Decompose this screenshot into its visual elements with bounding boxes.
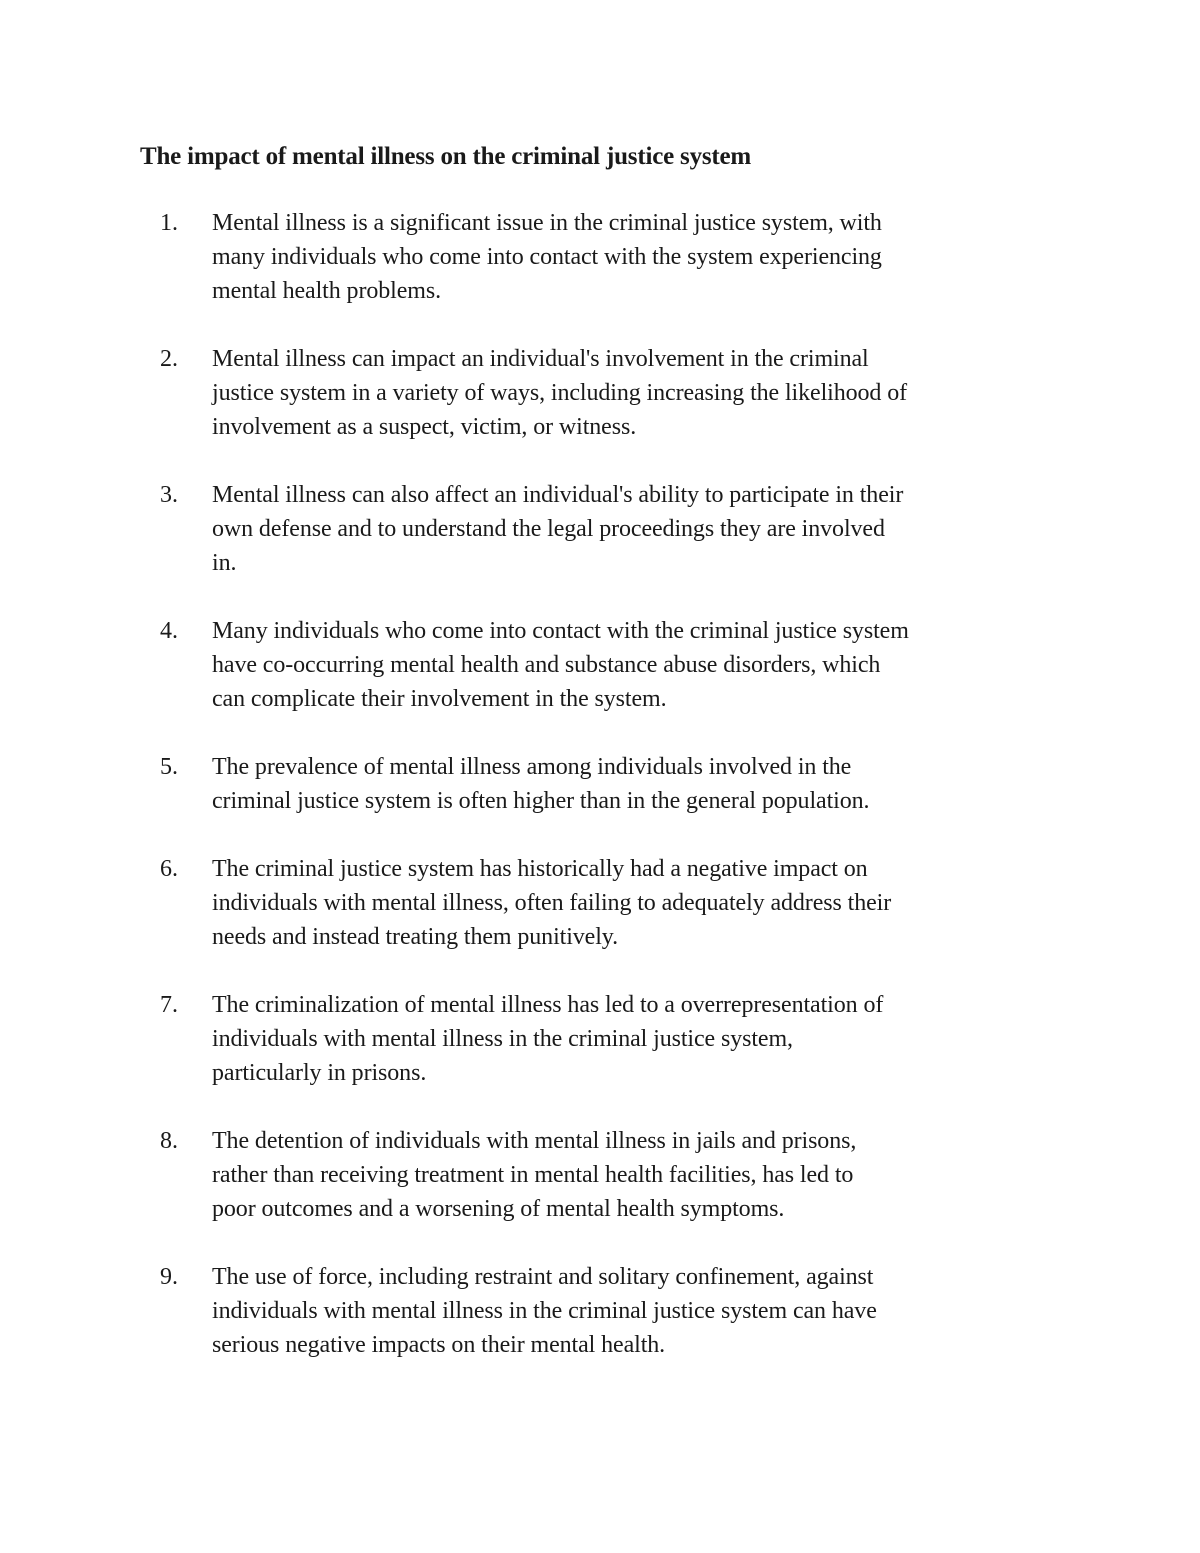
item-line: Many individuals who come into contact with the criminal justice system [212,618,909,644]
item-text [212,988,1072,1090]
item-number: 4. [160,618,178,644]
item-number: 6. [160,856,178,882]
item-number: 8. [160,1128,178,1154]
item-line: serious negative impacts on their mental health. [212,1332,666,1358]
document-title: The impact of mental illness on the criminal justice system [140,143,752,170]
item-number: 7. [160,992,178,1018]
item-line: The prevalence of mental illness among individuals involved in the [212,754,852,780]
list-item [0,342,1200,444]
item-line: particularly in prisons. [212,1060,427,1086]
item-text [212,852,1072,954]
item-number: 9. [160,1264,178,1290]
item-text [212,206,1072,308]
item-line: individuals with mental illness in the criminal justice system, [212,1026,793,1052]
list-item [0,1260,1200,1362]
item-line: involvement as a suspect, victim, or witness. [212,414,637,440]
item-line: The use of force, including restraint and solitary confinement, against [212,1264,874,1290]
item-line: criminal justice system is often higher than in the general population. [212,788,870,814]
list-item [0,478,1200,580]
list-item [0,852,1200,954]
item-line: Mental illness can also affect an individual's ability to participate in their [212,482,904,508]
item-text [212,1260,1072,1362]
list-item [0,1124,1200,1226]
list-item [0,206,1200,308]
item-line: rather than receiving treatment in mental health facilities, has led to [212,1162,854,1188]
item-number: 2. [160,346,178,372]
item-line: poor outcomes and a worsening of mental health symptoms. [212,1196,785,1222]
numbered-list [0,206,1200,1396]
item-text [212,614,1072,716]
item-text [212,750,1072,818]
item-line: justice system in a variety of ways, including increasing the likelihood of [212,380,908,406]
item-line: have co-occurring mental health and substance abuse disorders, which [212,652,881,678]
item-text [212,342,1072,444]
item-text [212,1124,1072,1226]
item-number: 5. [160,754,178,780]
item-line: Mental illness is a significant issue in the criminal justice system, with [212,210,882,236]
list-item [0,614,1200,716]
item-line: needs and instead treating them punitively. [212,924,619,950]
item-line: individuals with mental illness, often failing to adequately address their [212,890,892,916]
item-line: The detention of individuals with mental illness in jails and prisons, [212,1128,857,1154]
item-line: many individuals who come into contact with the system experiencing [212,244,882,270]
list-item [0,988,1200,1090]
item-number: 3. [160,482,178,508]
item-line: individuals with mental illness in the criminal justice system can have [212,1298,877,1324]
item-line: own defense and to understand the legal proceedings they are involved [212,516,885,542]
item-line: can complicate their involvement in the system. [212,686,667,712]
item-line: The criminal justice system has historically had a negative impact on [212,856,868,882]
item-text [212,478,1072,580]
item-number: 1. [160,210,178,236]
item-line: mental health problems. [212,278,441,304]
item-line: in. [212,550,237,576]
item-line: Mental illness can impact an individual's involvement in the criminal [212,346,869,372]
list-item [0,750,1200,818]
item-line: The criminalization of mental illness has led to a overrepresentation of [212,992,884,1018]
